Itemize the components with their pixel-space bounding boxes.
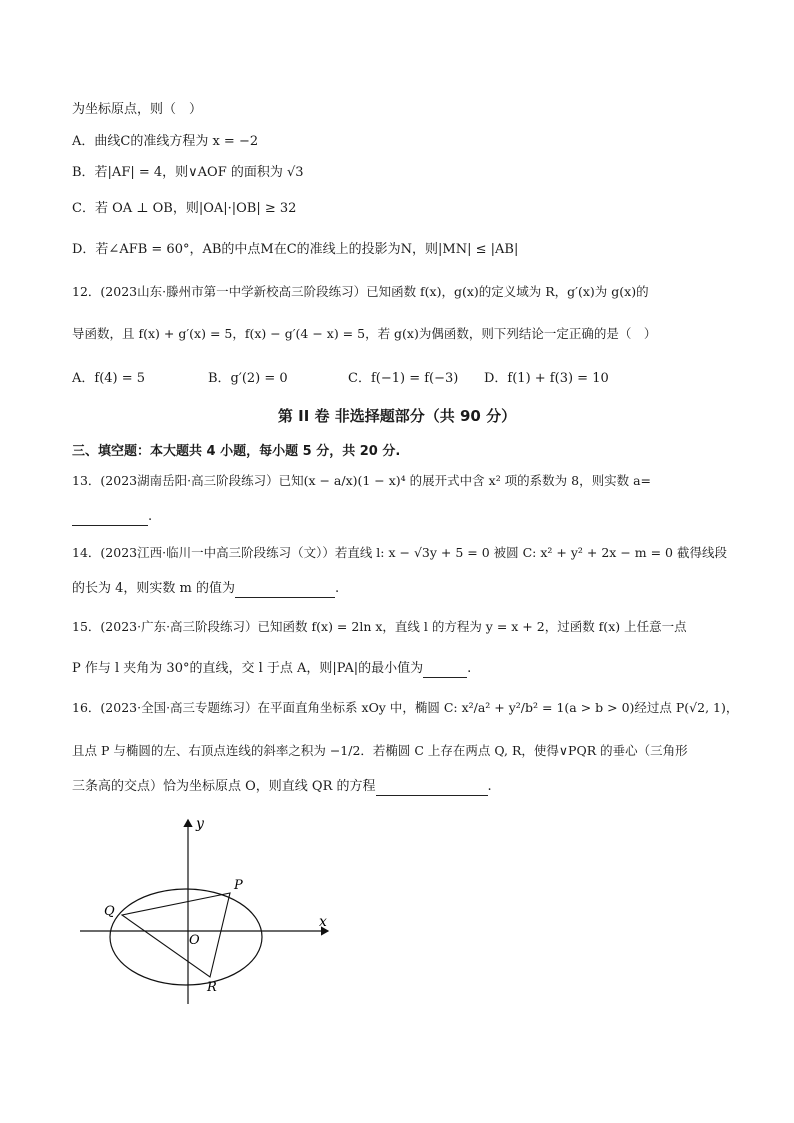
q16-stem-text: 三条高的交点）恰为坐标原点 O，则直线 QR 的方程 [72,779,376,794]
q16-stem-line3 [72,778,492,796]
section-subtitle: 三、填空题：本大题共 4 小题，每小题 5 分，共 20 分. [72,444,401,459]
label-r: R [207,980,217,995]
ellipse-curve [110,889,262,985]
q12-stem-line2: 导函数，且 f(x) + g′(x) = 5，f(x) − g′(4 − x) = 5，若 g(x)为偶函数，则下列结论一定正确的是（ ） [72,326,657,341]
q15-stem-line2 [72,660,471,678]
q14-stem-text: 的长为 4，则实数 m 的值为 [72,581,235,596]
q14-stem-line1: 14．(2023江西·临川一中高三阶段练习（文））若直线 l: x − √3y + 5 = 0 被圆 C: x² + y² + 2x − m = 0 截得线段 [72,545,727,560]
q13-end: . [148,509,153,524]
q11-option-c: C．若 OA ⊥ OB，则|OA|·|OB| ≥ 32 [72,201,297,216]
q13-answer-blank[interactable] [72,511,148,526]
label-x: x [319,914,327,930]
q16-stem-line2: 且点 P 与椭圆的左、右顶点连线的斜率之积为 −1/2．若椭圆 C 上存在两点 Q, R，使得∨PQR 的垂心（三角形 [72,743,688,758]
q11-stem-tail: 为坐标原点，则（ ） [72,102,203,117]
label-q: Q [104,904,115,919]
q15-end: . [467,661,472,676]
q14-end: . [335,581,340,596]
q13-stem: 13．(2023湖南岳阳·高三阶段练习）已知(x − a/x)(1 − x)⁴ 的展开式中含 x² 项的系数为 8，则实数 a= [72,473,651,488]
q16-stem-line1: 16．(2023·全国·高三专题练习）在平面直角坐标系 xOy 中，椭圆 C: x²/a² + y²/b² = 1(a > b > 0)经过点 P(√2, 1)， [72,700,739,715]
q15-answer-blank[interactable] [423,663,467,678]
q16-end: . [487,779,492,794]
label-y: y [196,816,204,832]
label-p: P [234,878,243,893]
triangle-pqr [122,893,230,977]
q16-answer-blank[interactable] [376,781,488,796]
q12-option-a: A．f(4) = 5 [72,371,146,386]
q11-option-b: B．若|AF| = 4，则∨AOF 的面积为 √3 [72,165,304,180]
q12-option-d: D．f(1) + f(3) = 10 [484,371,609,386]
q12-stem-line1: 12．(2023山东·滕州市第一中学新校高三阶段练习）已知函数 f(x)，g(x)的定义域为 R，g′(x)为 g(x)的 [72,284,649,299]
q14-stem-line2 [72,580,339,598]
q13-answer-line [72,508,152,526]
q15-stem-line1: 15．(2023·广东·高三阶段练习）已知函数 f(x) = 2ln x，直线 l 的方程为 y = x + 2，过函数 f(x) 上任意一点 [72,619,687,634]
q14-answer-blank[interactable] [235,583,335,598]
q12-option-c: C．f(−1) = f(−3) [348,371,459,386]
q15-stem-text: P 作与 l 夹角为 30°的直线，交 l 于点 A，则|PA|的最小值为 [72,661,424,676]
q11-option-a: A．曲线C的准线方程为 x = −2 [72,134,259,149]
ellipse-figure [76,814,338,1014]
q12-option-b: B．g′(2) = 0 [208,371,288,386]
label-o: O [189,933,200,948]
section-title: 第 II 卷 非选择题部分（共 90 分） [277,407,517,425]
q11-option-d: D．若∠AFB = 60°，AB的中点M在C的准线上的投影为N，则|MN| ≤ |AB| [72,242,519,257]
